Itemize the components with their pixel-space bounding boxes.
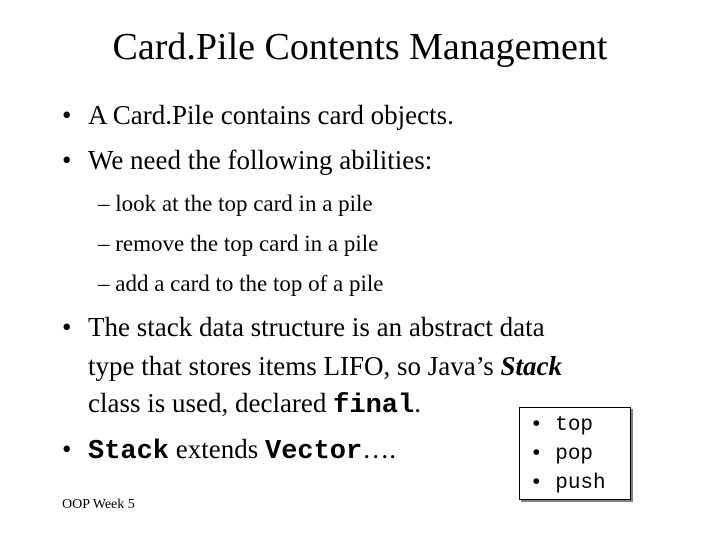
box-item-top: • top [530,414,594,437]
sub-bullet-3: – add a card to the top of a pile [98,271,384,296]
bullet-dot: • [62,434,72,464]
bullet-3-line-3-end: . [414,388,421,418]
sub-bullet-3-text: add a card to the top of a pile [115,271,384,296]
stack-code: Stack [88,437,170,467]
bullet-2-text: We need the following abilities: [88,145,433,175]
box-item-pop: • pop [530,443,594,466]
bullet-1-text: A Card.Pile contains card objects. [88,100,454,130]
stack-emphasis: Stack [500,351,562,381]
bullet-dot: • [62,100,72,130]
box-item-push: • push [530,472,606,495]
bullet-dot: • [62,312,72,342]
bullet-4-text: extends [169,434,265,464]
vector-code: Vector [265,437,363,467]
bullet-3-line-2-text: type that stores items LIFO, so Java’s [88,351,501,381]
bullet-3-line-1: The stack data structure is an abstract data [88,312,545,342]
sub-bullet-2: – remove the top card in a pile [98,231,379,256]
sub-bullet-1: – look at the top card in a pile [98,191,373,216]
bullet-4-tail: …. [362,434,396,464]
slide-title: Card.Pile Contents Management [112,26,608,68]
sub-bullet-2-text: remove the top card in a pile [115,231,379,256]
final-keyword: final [333,391,415,421]
bullet-3-line-3-text: class is used, declared [88,388,334,418]
bullet-dot: • [62,145,72,175]
stack-operations-box [519,407,631,500]
footer-label: OOP Week 5 [62,497,135,512]
sub-bullet-1-text: look at the top card in a pile [115,191,373,216]
